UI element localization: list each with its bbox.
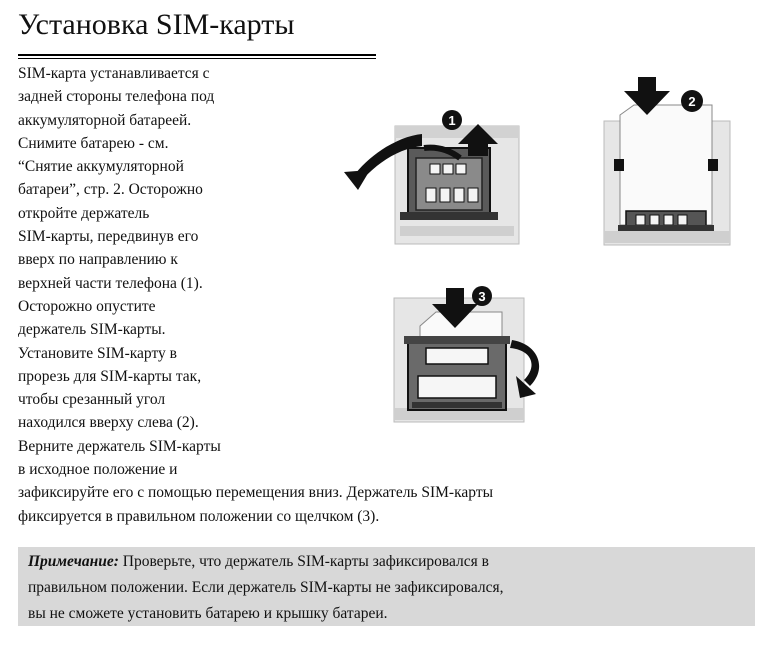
text-line: в исходное положение и: [18, 461, 178, 479]
note-line: правильном положении. Если держатель SIM-карты не зафиксировался,: [28, 579, 504, 596]
text-line: держатель SIM-карты.: [18, 321, 166, 339]
note-label: Примечание:: [28, 553, 119, 570]
text-line: батареи”, стр. 2. Осторожно: [18, 181, 203, 199]
text-line: зафиксируйте его с помощью перемещения вниз. Держатель SIM-карты: [18, 484, 494, 502]
step-number-2: 2: [688, 94, 696, 109]
title-divider-thin: [18, 58, 376, 59]
step-number-3: 3: [478, 289, 486, 304]
text-line: вверх по направлению к: [18, 251, 178, 269]
text-line: задней стороны телефона под: [18, 88, 215, 106]
sim-step3-illustration: [390, 284, 550, 424]
note-box: [18, 547, 755, 626]
note-line: [28, 549, 755, 575]
text-line: “Снятие аккумуляторной: [18, 158, 184, 176]
text-line: чтобы срезанный угол: [18, 391, 166, 409]
sim-step2-illustration: [600, 75, 735, 250]
text-line: находился вверху слева (2).: [18, 414, 199, 432]
text-line: аккумуляторной батареей.: [18, 111, 192, 129]
text-line: SIM-карта устанавливается с: [18, 65, 210, 82]
text-line: фиксируется в правильном положении со щелчком (3).: [18, 507, 380, 525]
sim-step1-illustration: [340, 108, 520, 248]
title-divider: [18, 54, 376, 56]
text-line: Снимите батарею - см.: [18, 134, 169, 152]
step-number-1: 1: [448, 113, 456, 128]
text-line: Установите SIM-карту в: [18, 344, 177, 362]
note-line: вы не сможете установить батарею и крышку батареи.: [28, 605, 388, 622]
text-line: Верните держатель SIM-карты: [18, 437, 221, 455]
text-line: верхней части телефона (1).: [18, 274, 203, 292]
text-line: откройте держатель: [18, 204, 150, 222]
page-title: Установка SIM-карты: [18, 8, 295, 41]
note-text: Проверьте, что держатель SIM-карты зафиксировался в: [118, 553, 489, 570]
text-line: SIM-карты, передвинув его: [18, 228, 199, 246]
text-line: прорезь для SIM-карты так,: [18, 367, 202, 385]
text-line: Осторожно опустите: [18, 297, 156, 315]
